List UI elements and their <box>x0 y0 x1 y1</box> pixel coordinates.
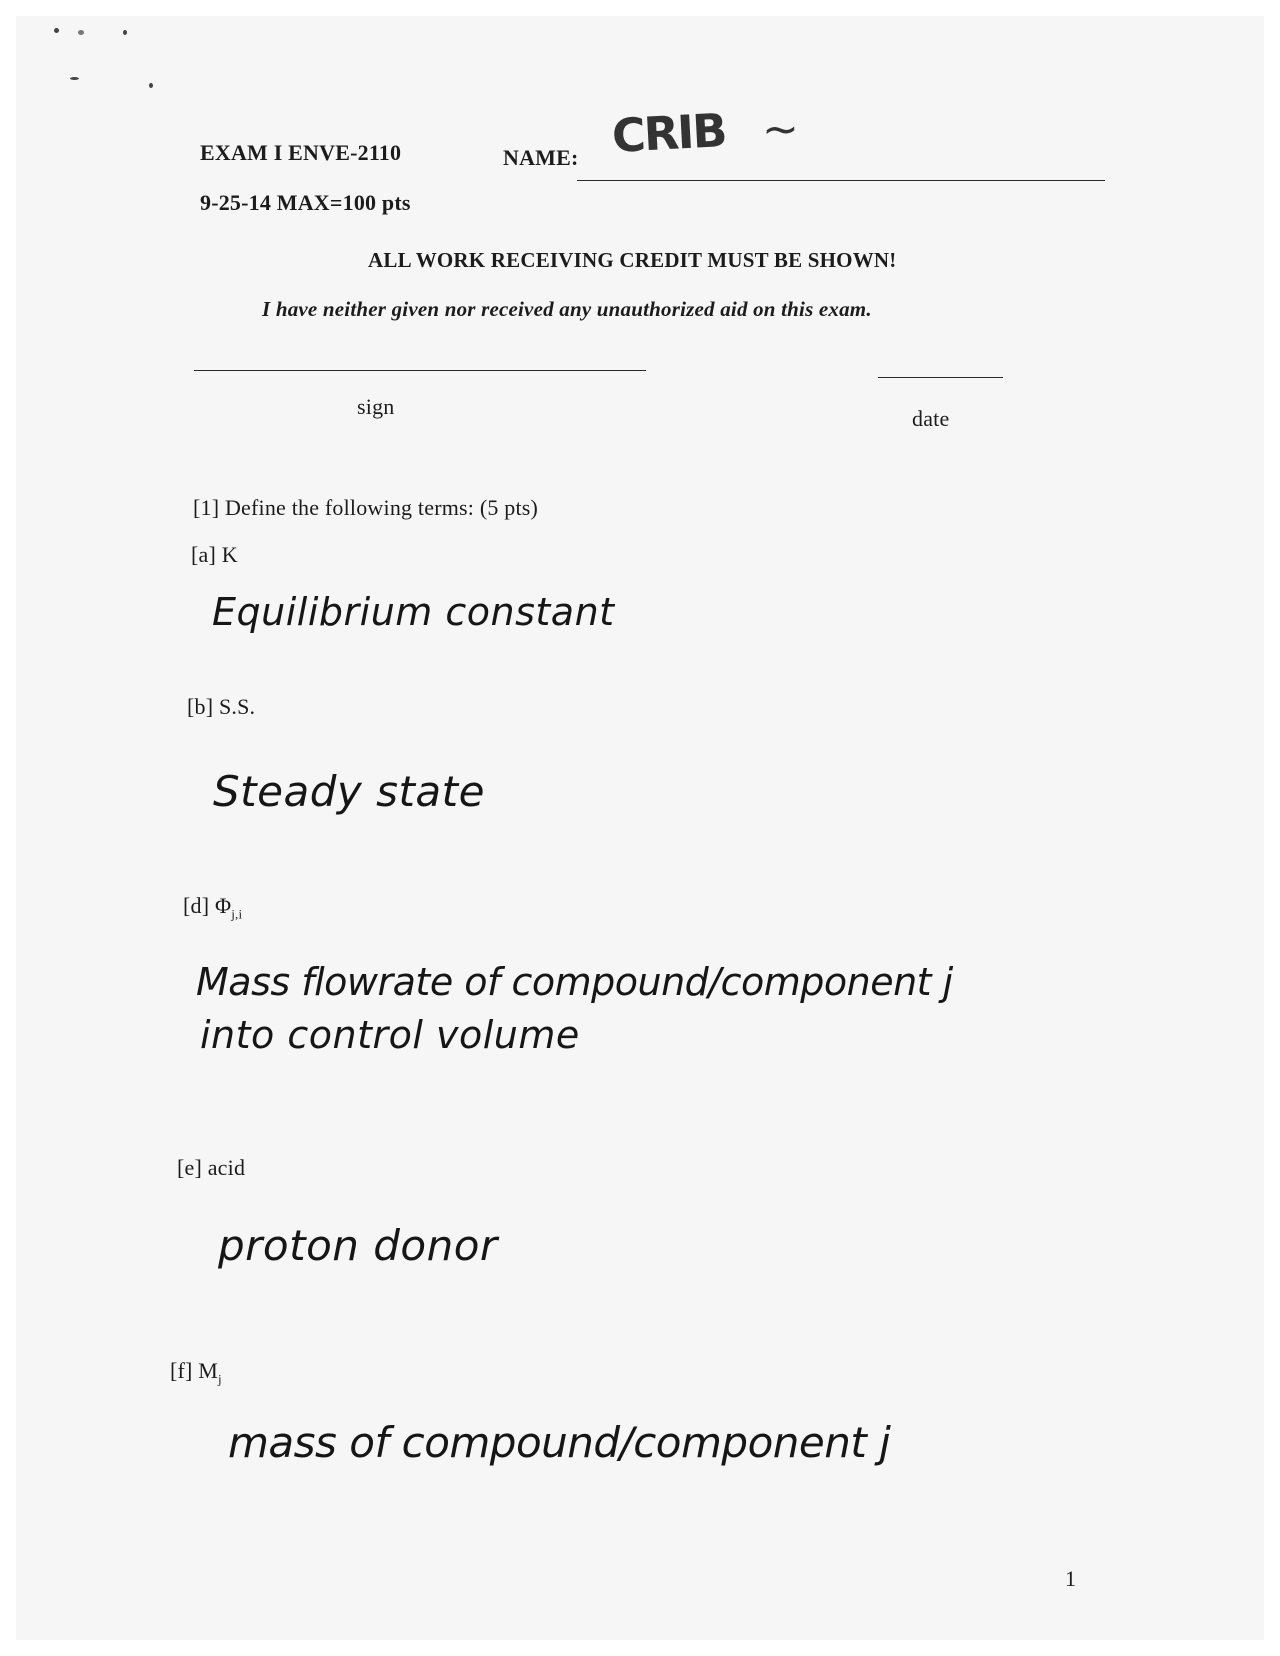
item-d-label-subscript: j,i <box>231 906 243 922</box>
signature-line <box>194 370 646 371</box>
scan-speck <box>78 30 84 35</box>
scan-speck <box>70 77 79 80</box>
item-f-label <box>170 1358 222 1387</box>
date-line <box>878 377 1003 378</box>
item-f-label-text: [f] M <box>170 1358 219 1383</box>
scan-speck <box>149 83 153 88</box>
item-a-answer: Equilibrium constant <box>212 590 615 634</box>
work-notice: ALL WORK RECEIVING CREDIT MUST BE SHOWN! <box>368 248 897 272</box>
scan-speck <box>54 28 59 33</box>
exam-title: EXAM I ENVE-2110 <box>200 140 402 165</box>
name-label: NAME: <box>503 145 579 170</box>
sign-label: sign <box>357 394 395 419</box>
item-f-answer: mass of compound/component j <box>228 1418 891 1467</box>
page-number: 1 <box>1065 1566 1077 1591</box>
date-max-line: 9-25-14 MAX=100 pts <box>200 190 411 215</box>
item-d-label <box>183 893 242 922</box>
item-e-label: [e] acid <box>177 1155 246 1180</box>
item-e-answer: proton donor <box>218 1221 498 1270</box>
item-f-label-subscript: j <box>218 1371 222 1387</box>
date-label: date <box>912 406 950 431</box>
item-b-answer: Steady state <box>213 767 485 816</box>
item-d-label-text: [d] Φ <box>183 893 232 918</box>
item-d-answer-line2: into control volume <box>200 1013 580 1057</box>
item-b-label: [b] S.S. <box>187 694 256 719</box>
name-squiggle: ~ <box>762 104 800 155</box>
question-1-prompt: [1] Define the following terms: (5 pts) <box>193 495 539 520</box>
item-a-label: [a] K <box>191 542 238 567</box>
name-value: CRIB <box>610 103 727 163</box>
honor-statement: I have neither given nor received any unauthorized aid on this exam. <box>262 297 872 321</box>
name-underline <box>577 180 1105 181</box>
scan-speck <box>123 30 127 35</box>
item-d-answer-line1: Mass flowrate of compound/component j <box>196 960 953 1004</box>
